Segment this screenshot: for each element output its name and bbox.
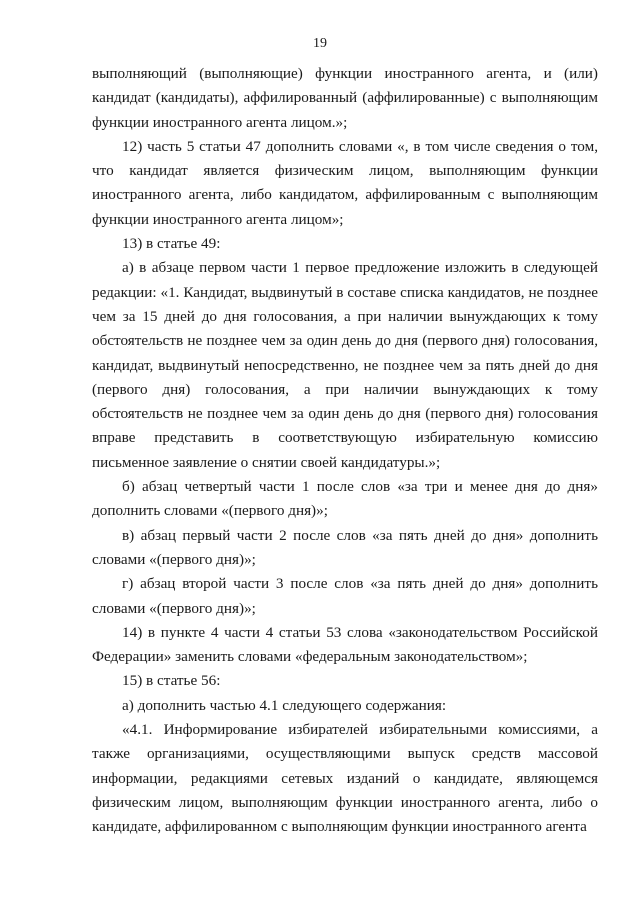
paragraph-quote-4-1: «4.1. Информирование избирателей избирательными комиссиями, а также организациями, осуществляющими выпуск средств массовой информации, редакциями сетевых изданий о кандидате, являющемся физическим лицом, выполняющим функции иностранного агента, либо о кандидате, аффилированном с выполняющим функции иностранного агента (92, 721, 598, 836)
paragraph-subitem-g: г) абзац второй части 3 после слов «за пять дней до дня» дополнить словами «(первого дня)»; (92, 575, 598, 617)
paragraph-item-14: 14) в пункте 4 части 4 статьи 53 слова «законодательством Российской Федерации» заменить словами «федеральным законодательством»; (92, 623, 598, 666)
paragraph-continuation: выполняющий (выполняющие) функции иностранного агента, и (или) кандидат (кандидаты), аффилированный (аффилированные) с выполняющим функции иностранного агента лицом.»; (92, 65, 598, 131)
document-body (92, 62, 598, 840)
paragraph-item-12: 12) часть 5 статьи 47 дополнить словами «, в том числе сведения о том, что кандидат является физическим лицом, выполняющим функции иностранного агента, либо кандидатом, аффилированным с выполняющим функции иностранного агента лицом»; (92, 137, 598, 228)
paragraph-subitem-v: в) абзац первый части 2 после слов «за пять дней до дня» дополнить словами «(первого дня)»; (92, 526, 598, 568)
paragraph-subitem-b: б) абзац четвертый части 1 после слов «за три и менее дня до дня» дополнить словами «(первого дня)»; (92, 478, 598, 520)
paragraph-subitem-a: а) в абзаце первом части 1 первое предложение изложить в следующей редакции: «1. Кандидат, выдвинутый в составе списка кандидатов, не позднее чем за 15 дней до дня голосования, а при наличии вынуждающих к тому обстоятельств не позднее чем за один день до дня (первого дня) голосования, кандидат, выдвинутый непосредственно, не позднее чем за пять дней до дня (первого дня) голосования, а при наличии вынуждающих к тому обстоятельств не позднее чем за один день до дня (первого дня) голосования вправе представить в соответствующую избирательную комиссию письменное заявление о снятии своей кандидатуры.»; (92, 259, 598, 471)
paragraph-item-15: 15) в статье 56: (122, 672, 221, 690)
paragraph-subitem-a-15: а) дополнить частью 4.1 следующего содержания: (122, 696, 447, 714)
paragraph-item-13: 13) в статье 49: (122, 235, 221, 253)
page-number: 19 (313, 36, 327, 51)
